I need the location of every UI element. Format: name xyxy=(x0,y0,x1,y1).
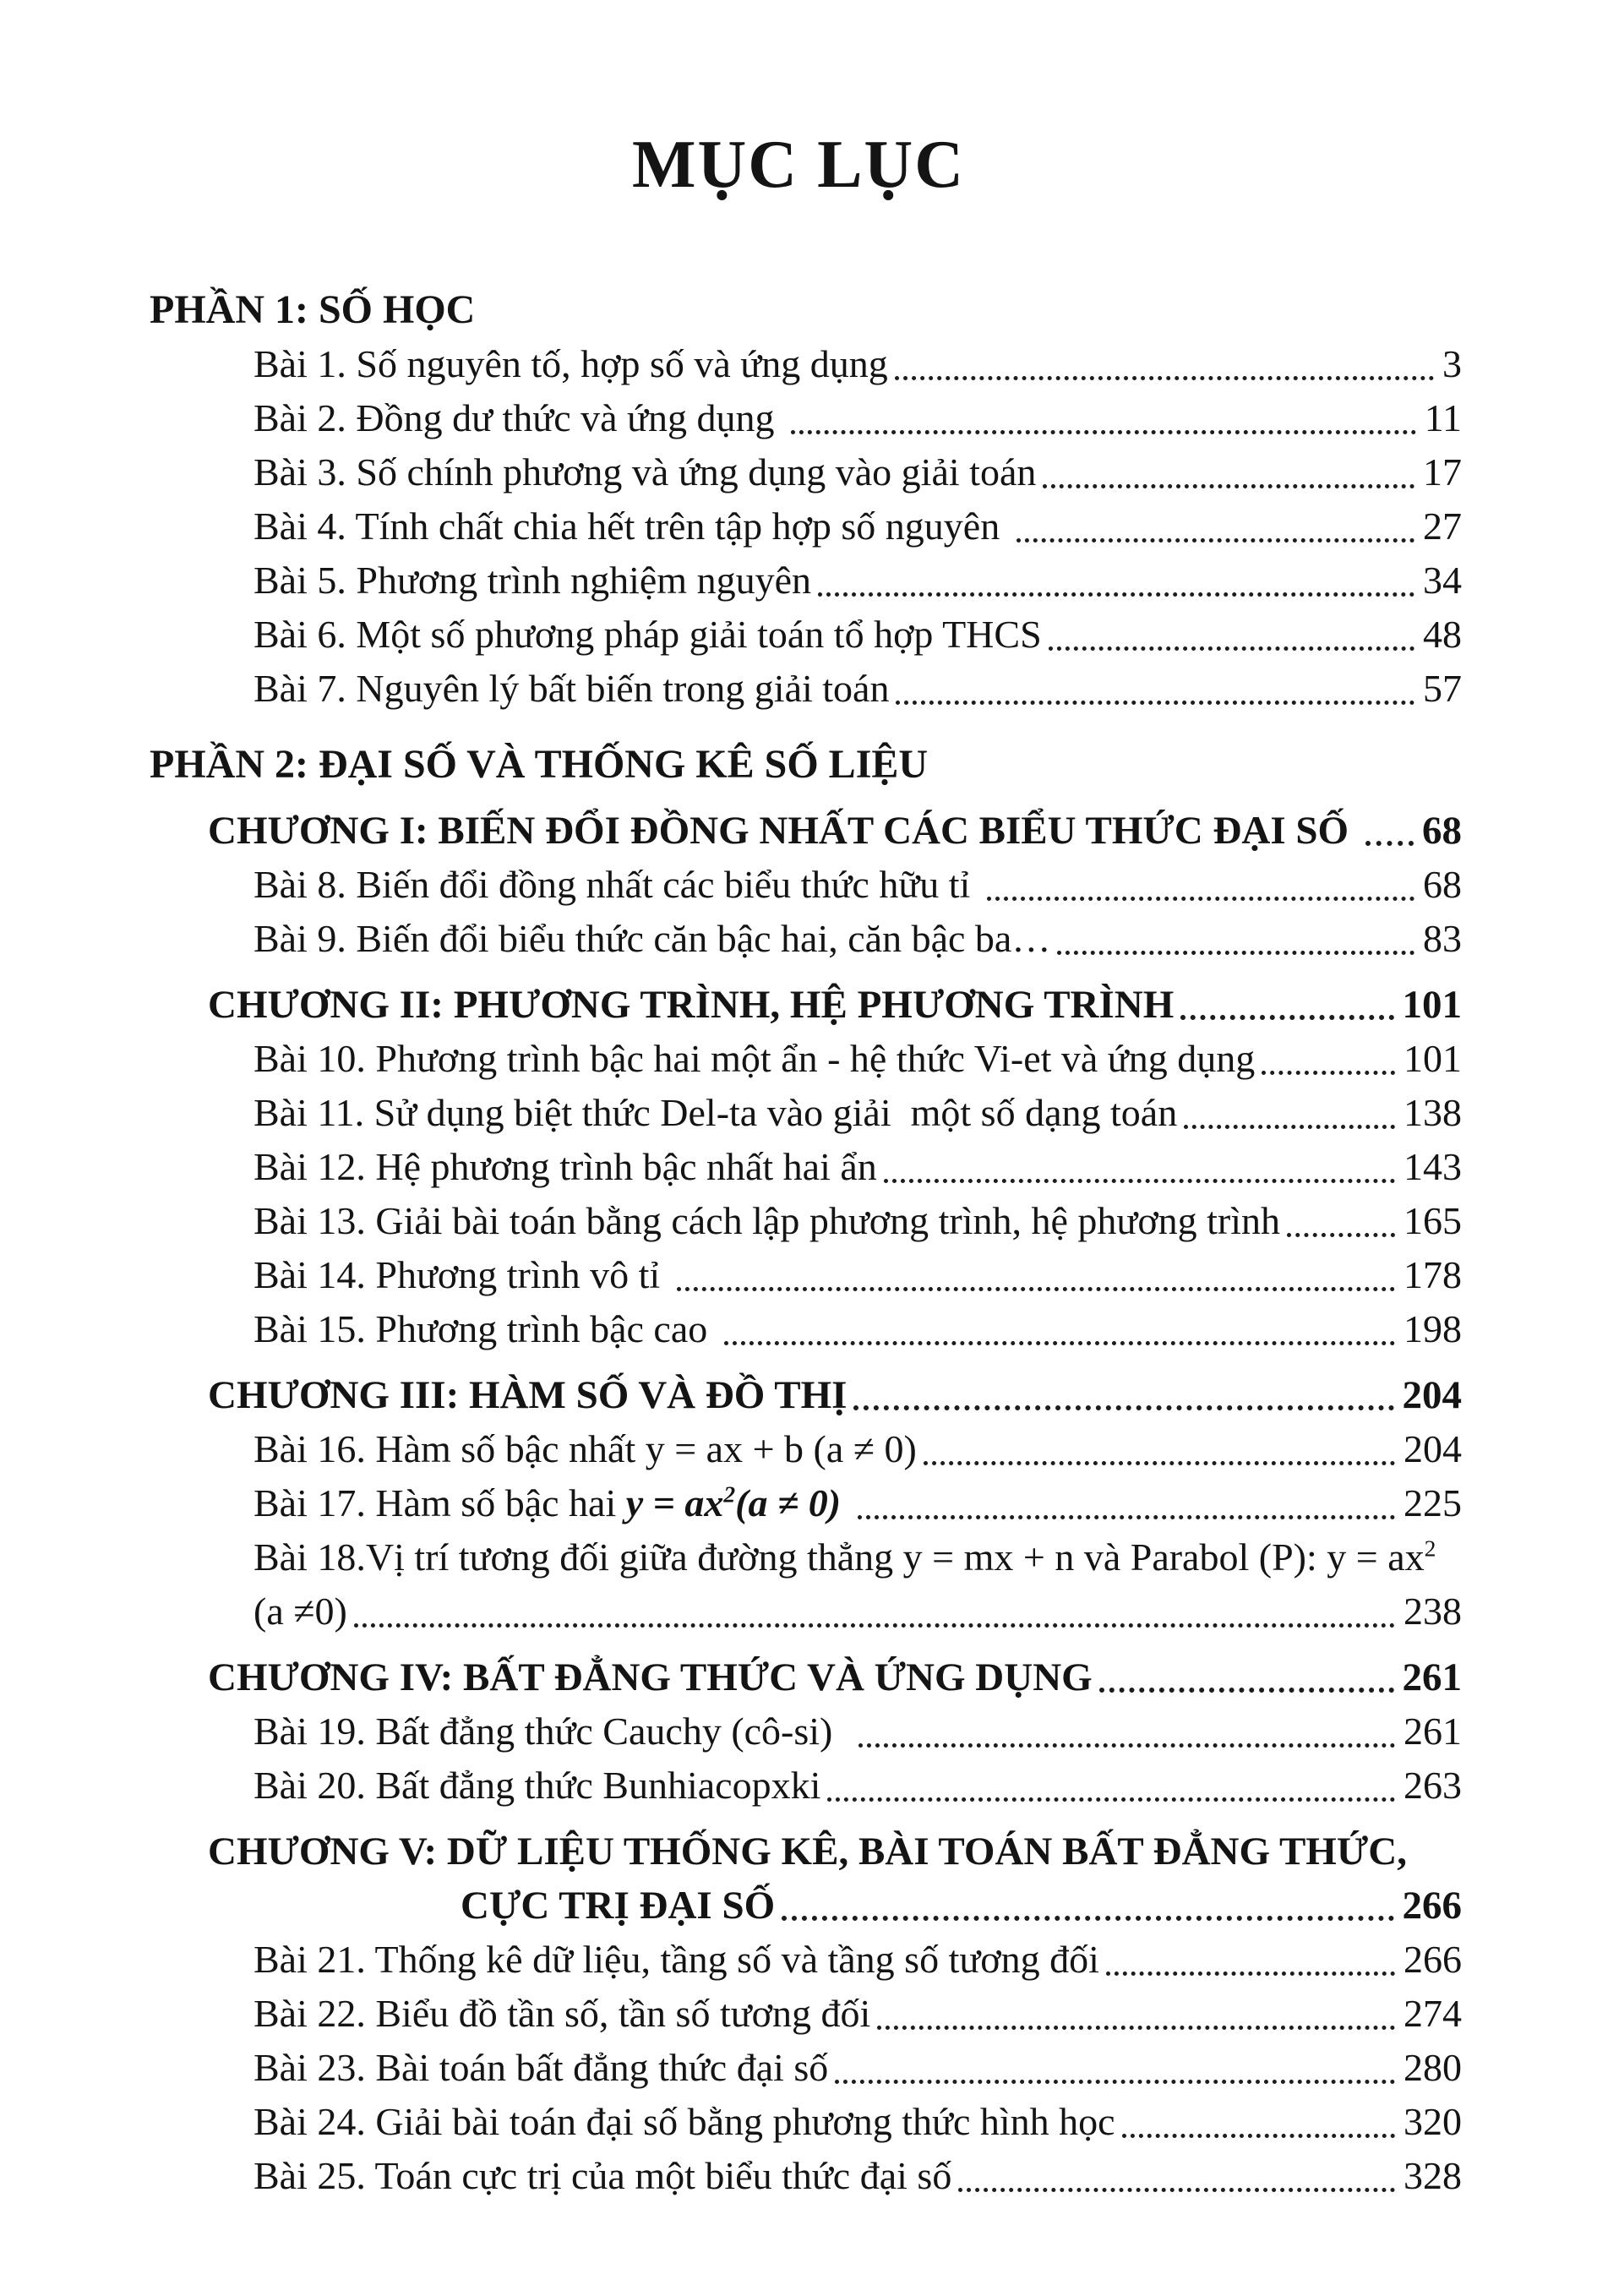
dot-leader xyxy=(853,1405,1393,1410)
dot-leader xyxy=(858,1515,1395,1519)
table-of-contents xyxy=(0,283,1597,2203)
toc-row xyxy=(0,337,1597,391)
toc-row xyxy=(0,283,1597,337)
toc-row xyxy=(0,1704,1597,1759)
toc-row-text: Bài 11. Sử dụng biệt thức Del-ta vào giải một số dạng toán xyxy=(253,1091,1178,1134)
page-number: 178 xyxy=(1404,1253,1462,1296)
toc-row-text: Bài 4. Tính chất chia hết trên tập hợp số nguyên xyxy=(253,504,1010,548)
toc-row xyxy=(0,1302,1597,1356)
page-number: 274 xyxy=(1404,1992,1462,2035)
toc-row xyxy=(0,1650,1597,1704)
toc-row-text: Bài 13. Giải bài toán bằng cách lập phương trình, hệ phương trình xyxy=(253,1199,1281,1242)
toc-row-text: Bài 5. Phương trình nghiệm nguyên xyxy=(253,559,811,602)
toc-row-text: CHƯƠNG IV: BẤT ĐẲNG THỨC VÀ ỨNG DỤNG xyxy=(208,1655,1093,1699)
toc-row xyxy=(0,1759,1597,1813)
toc-row xyxy=(0,738,1597,792)
toc-row-text: Bài 21. Thống kê dữ liệu, tầng số và tầng số tương đối xyxy=(253,1938,1099,1981)
toc-row-text: Bài 2. Đồng dư thức và ứng dụng xyxy=(253,396,785,439)
toc-row-text: CHƯƠNG V: DỮ LIỆU THỐNG KÊ, BÀI TOÁN BẤT ĐẲNG THỨC, xyxy=(208,1830,1407,1873)
page-number: 320 xyxy=(1404,2100,1462,2143)
dot-leader xyxy=(858,1743,1395,1748)
dot-leader xyxy=(835,2080,1395,2084)
toc-text-segment xyxy=(841,1481,851,1524)
toc-row xyxy=(0,1879,1597,1933)
toc-row-text: Bài 8. Biến đổi đồng nhất các biểu thức hữu tỉ xyxy=(253,863,980,906)
toc-row xyxy=(0,1530,1597,1584)
dot-leader xyxy=(987,897,1414,901)
page-number: 198 xyxy=(1404,1307,1462,1350)
page-number: 238 xyxy=(1404,1590,1462,1633)
page-number: 138 xyxy=(1404,1091,1462,1134)
toc-row-text xyxy=(253,1476,851,1530)
page-number: 266 xyxy=(1404,1938,1462,1981)
dot-leader xyxy=(1365,841,1414,846)
toc-row xyxy=(0,1086,1597,1140)
toc-row xyxy=(0,1140,1597,1194)
page-number: 204 xyxy=(1402,1373,1462,1417)
toc-row xyxy=(0,1422,1597,1476)
toc-row xyxy=(0,608,1597,662)
toc-row-text: CHƯƠNG II: PHƯƠNG TRÌNH, HỆ PHƯƠNG TRÌNH xyxy=(208,983,1175,1027)
toc-row xyxy=(0,1933,1597,1987)
dot-leader xyxy=(354,1623,1395,1628)
toc-row xyxy=(0,912,1597,966)
page-number: 266 xyxy=(1402,1884,1462,1928)
page-number: 165 xyxy=(1404,1199,1462,1242)
toc-row-text: Bài 10. Phương trình bậc hai một ẩn - hệ thức Vi-et và ứng dụng xyxy=(253,1037,1256,1080)
toc-row-text: Bài 16. Hàm số bậc nhất y = ax + b (a ≠ 0) xyxy=(253,1427,917,1470)
dot-leader xyxy=(1043,484,1414,488)
dot-leader xyxy=(1180,1015,1393,1020)
page-number: 68 xyxy=(1423,863,1462,906)
page-number: 280 xyxy=(1404,2046,1462,2089)
dot-leader xyxy=(924,1461,1395,1465)
toc-row xyxy=(0,1032,1597,1086)
dot-leader xyxy=(724,1341,1395,1345)
page-number: 225 xyxy=(1404,1481,1462,1524)
toc-row-text: Bài 23. Bài toán bất đẳng thức đại số xyxy=(253,2046,829,2089)
toc-row-text: CỰC TRỊ ĐẠI SỐ xyxy=(461,1884,776,1928)
toc-row-text: Bài 14. Phương trình vô tỉ xyxy=(253,1253,670,1296)
page-number: 263 xyxy=(1404,1764,1462,1807)
toc-text-mathsup: 2 xyxy=(723,1481,736,1508)
dot-leader xyxy=(1017,538,1414,543)
toc-text-math: (a ≠ 0) xyxy=(735,1481,842,1524)
dot-leader xyxy=(1184,1125,1395,1129)
toc-row-text: Bài 9. Biến đổi biểu thức căn bậc hai, căn bậc ba… xyxy=(253,917,1051,960)
toc-row xyxy=(0,2095,1597,2149)
page-number: 328 xyxy=(1404,2154,1462,2197)
toc-row xyxy=(0,554,1597,608)
dot-leader xyxy=(895,376,1434,380)
page-number: 3 xyxy=(1442,342,1462,385)
dot-leader xyxy=(896,701,1414,705)
page-number: 57 xyxy=(1423,667,1462,710)
toc-row xyxy=(0,2041,1597,2095)
page-number: 143 xyxy=(1404,1145,1462,1188)
page-number: 204 xyxy=(1404,1427,1462,1470)
toc-row xyxy=(0,499,1597,554)
toc-row-text: Bài 1. Số nguyên tố, hợp số và ứng dụng xyxy=(253,342,888,385)
toc-row xyxy=(0,1987,1597,2041)
toc-row xyxy=(0,1584,1597,1639)
toc-row-text: Bài 3. Số chính phương và ứng dụng vào giải toán xyxy=(253,450,1037,494)
dot-leader xyxy=(791,430,1416,434)
dot-leader xyxy=(677,1287,1395,1291)
page-number: 83 xyxy=(1423,917,1462,960)
dot-leader xyxy=(1122,2134,1395,2138)
dot-leader xyxy=(1099,1688,1394,1693)
toc-row xyxy=(0,978,1597,1032)
page-number: 48 xyxy=(1423,613,1462,656)
page-number: 101 xyxy=(1402,983,1462,1027)
toc-row-text: PHẦN 2: ĐẠI SỐ VÀ THỐNG KÊ SỐ LIỆU xyxy=(150,742,929,787)
toc-text-segment: Bài 17. Hàm số bậc hai xyxy=(253,1481,626,1524)
dot-leader xyxy=(1287,1233,1395,1237)
page-number: 261 xyxy=(1404,1710,1462,1753)
toc-row xyxy=(0,1824,1597,1879)
toc-row xyxy=(0,858,1597,912)
toc-row-text: Bài 6. Một số phương pháp giải toán tổ hợp THCS xyxy=(253,613,1042,656)
page-number: 68 xyxy=(1422,809,1462,853)
page-number: 11 xyxy=(1424,396,1462,439)
toc-row xyxy=(0,1368,1597,1422)
toc-text-segment: Bài 18.Vị trí tương đối giữa đường thẳng y = mx + n và Parabol (P): y = ax xyxy=(253,1535,1425,1579)
toc-row xyxy=(0,804,1597,858)
dot-leader xyxy=(958,2188,1395,2192)
toc-row-text: Bài 12. Hệ phương trình bậc nhất hai ẩn xyxy=(253,1145,877,1188)
toc-row xyxy=(0,391,1597,445)
page-number: 27 xyxy=(1423,504,1462,548)
toc-text-sup: 2 xyxy=(1424,1535,1436,1562)
toc-row-text: (a ≠0) xyxy=(253,1590,347,1633)
toc-row xyxy=(0,1248,1597,1302)
dot-leader xyxy=(1106,1972,1395,1976)
toc-row-text: Bài 25. Toán cực trị của một biểu thức đại số xyxy=(253,2154,952,2197)
toc-row-text: Bài 20. Bất đẳng thức Bunhiacopxki xyxy=(253,1764,821,1807)
page-number: 17 xyxy=(1423,450,1462,494)
toc-row xyxy=(0,1194,1597,1248)
page-title: MỤC LỤC xyxy=(632,128,965,202)
page-number: 34 xyxy=(1423,559,1462,602)
toc-row-text: CHƯƠNG III: HÀM SỐ VÀ ĐỒ THỊ xyxy=(208,1373,848,1417)
toc-text-math: y = ax xyxy=(625,1481,724,1524)
dot-leader xyxy=(1057,951,1414,955)
toc-row-text: Bài 19. Bất đẳng thức Cauchy (cô-si) xyxy=(253,1710,853,1753)
dot-leader xyxy=(884,1179,1395,1183)
toc-row-text: CHƯƠNG I: BIẾN ĐỔI ĐỒNG NHẤT CÁC BIỂU THỨC ĐẠI SỐ xyxy=(208,809,1359,853)
page-number: 261 xyxy=(1402,1655,1462,1699)
dot-leader xyxy=(818,592,1414,597)
toc-row-text: Bài 15. Phương trình bậc cao xyxy=(253,1307,717,1350)
dot-leader xyxy=(877,2026,1395,2030)
toc-row xyxy=(0,1476,1597,1530)
toc-row xyxy=(0,662,1597,716)
dot-leader xyxy=(1262,1071,1395,1075)
toc-row-text: Bài 22. Biểu đồ tần số, tần số tương đối xyxy=(253,1992,871,2035)
toc-row-text: Bài 24. Giải bài toán đại số bằng phương thức hình học xyxy=(253,2100,1115,2143)
dot-leader xyxy=(1049,646,1414,651)
page-number: 101 xyxy=(1404,1037,1462,1080)
dot-leader xyxy=(827,1797,1395,1802)
toc-row xyxy=(0,2149,1597,2203)
toc-row-text: PHẦN 1: SỐ HỌC xyxy=(150,287,476,332)
toc-row-text: Bài 7. Nguyên lý bất biến trong giải toán xyxy=(253,667,890,710)
dot-leader xyxy=(782,1916,1393,1921)
toc-row-text xyxy=(253,1530,1436,1584)
toc-row xyxy=(0,445,1597,499)
